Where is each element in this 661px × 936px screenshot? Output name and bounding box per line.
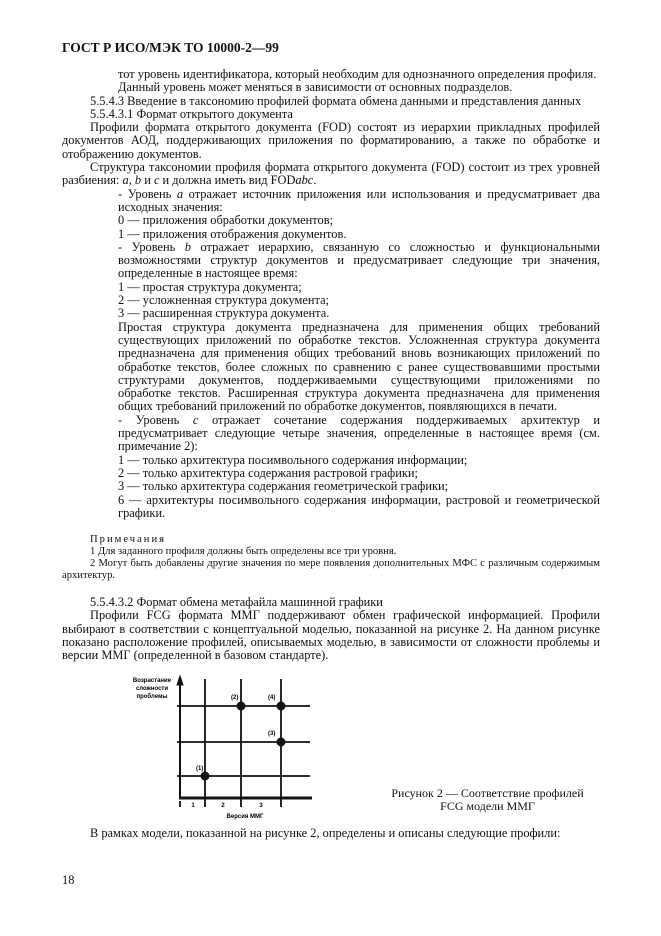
profile-point bbox=[277, 701, 286, 710]
profile-point bbox=[277, 737, 286, 746]
text-run: - Уровень bbox=[118, 239, 185, 254]
text-run: . bbox=[313, 173, 317, 188]
list-item: 3 — только архитектура содержания геометрической графики; bbox=[118, 479, 449, 494]
text-run: Структура таксономии профиля формата открытого документа (FOD) состоит из трех уровней разбиения: bbox=[62, 160, 600, 188]
list-item: 0 — приложения обработки документов; bbox=[118, 213, 334, 228]
page-number: 18 bbox=[62, 872, 75, 887]
text-run: - Уровень bbox=[118, 186, 177, 201]
paragraph: тот уровень идентификатора, который необходим для однозначного определения профиля. bbox=[118, 67, 597, 81]
text-run: и должна иметь вид FOD bbox=[159, 173, 296, 188]
text-run: отражает источник приложения или использования и предусматривает два исходных значения: bbox=[118, 186, 600, 214]
paragraph: Профили формата открытого документа (FOD) состоят из иерархии прикладных профилей документов АОД, поддерживающих приложения по форматированию, а также по обработке и отображению документов. bbox=[62, 120, 600, 161]
list-item: 3 — расширенная структура документа. bbox=[118, 306, 330, 321]
level-list bbox=[118, 188, 600, 520]
figure-caption: Рисунок 2 — Соответствие профилей FCG модели ММГ bbox=[391, 785, 584, 813]
section-heading: 5.5.4.3 Введение в таксономию профилей формата обмена данными и представления данных bbox=[90, 93, 582, 108]
point-label: (3) bbox=[268, 730, 276, 737]
point-label: (1) bbox=[196, 765, 204, 772]
list-item: 2 — только архитектура содержания растровой графики; bbox=[118, 465, 418, 480]
text-run: - Уровень bbox=[118, 412, 193, 427]
list-item: 6 — архитектуры посимвольного содержания информации, растровой и геометрической графики. bbox=[118, 492, 600, 520]
note: 1 Для заданного профиля должны быть определены все три уровня. bbox=[90, 546, 397, 558]
italic-run: c bbox=[153, 173, 160, 188]
list-item: 2 — усложненная структура документа; bbox=[118, 293, 330, 308]
italic-run: abc bbox=[295, 173, 314, 188]
list-item: 1 — только архитектура посимвольного содержания информации; bbox=[118, 452, 468, 467]
text-run: отражает иерархию, связанную со сложностью и функциональными возможностями структур документов и предусматривает следующие три значения, определенные в настоящее время: bbox=[118, 239, 600, 281]
paragraph: Профили FCG формата ММГ поддерживают обмен графической информацией. Профили выбирают в соответствии с концептуальной моделью, показанной на рисунке 2. На данном рисунке показано расположение профилей, описываемых моделью, в зависимости от сложности проблемы и версии ММГ (определенной в базовом стандарте). bbox=[62, 608, 600, 663]
x-tick-label: 3 bbox=[259, 802, 263, 809]
point-label: (4) bbox=[268, 694, 276, 701]
document-body bbox=[62, 68, 600, 887]
level-c bbox=[118, 414, 600, 454]
figure-2-diagram bbox=[130, 671, 330, 821]
y-axis-arrow bbox=[177, 676, 183, 685]
y-axis-label: Возрастание bbox=[132, 677, 172, 684]
paragraph: Простая структура документа предназначена для применения общих требований существующих приложений по обработке текстов. Усложненная структура документа предназначена для применения общих требований вновь возникающих приложений по обработке текстов, более сложных по сравнению с ранее существовавшими простыми структурами документов, поддерживаемыми существующими приложениями по обработке текстов. Расширенная структура документа предназначена для применения общих требований приложений по обработке документов, появляющихся в печати. bbox=[118, 319, 600, 414]
y-axis-label: сложности bbox=[135, 685, 169, 692]
text-run: и bbox=[141, 173, 154, 188]
profile-point bbox=[237, 701, 246, 710]
italic-run: a, b bbox=[122, 173, 142, 188]
italic-run: b bbox=[184, 239, 191, 254]
grid bbox=[177, 676, 312, 807]
figure-2 bbox=[62, 671, 600, 821]
notes-title: Примечания bbox=[90, 534, 166, 546]
section-heading: 5.5.4.3.1 Формат открытого документа bbox=[90, 106, 293, 121]
list-item: 1 — приложения отображения документов. bbox=[118, 226, 347, 241]
profile-point bbox=[201, 771, 210, 780]
x-tick-label: 1 bbox=[191, 802, 195, 809]
paragraph bbox=[62, 161, 600, 188]
section-heading: 5.5.4.3.2 Формат обмена метафайла машинной графики bbox=[90, 595, 383, 610]
italic-run: a bbox=[176, 186, 184, 201]
text-run: отражает сочетание содержания поддерживаемых архитектур и предусматривает следующие четыре значения, определенные в настоящее время (см. примечание 2): bbox=[118, 412, 600, 454]
notes bbox=[62, 534, 600, 582]
list-item: 1 — простая структура документа; bbox=[118, 279, 302, 294]
italic-run: c bbox=[192, 412, 199, 427]
level-b bbox=[118, 241, 600, 281]
note: 2 Могут быть добавлены другие значения по мере появления дополнительных МФС с различным содержимым архитектур. bbox=[62, 558, 600, 582]
paragraph: В рамках модели, показанной на рисунке 2, определены и описаны следующие профили: bbox=[90, 825, 561, 840]
x-axis-label: Версия ММГ bbox=[226, 813, 264, 820]
document-header: ГОСТ Р ИСО/МЭК ТО 10000-2—99 bbox=[62, 40, 279, 55]
paragraph: Данный уровень может меняться в зависимости от основных подразделов. bbox=[118, 80, 513, 95]
point-label: (2) bbox=[231, 694, 239, 701]
level-a bbox=[118, 188, 600, 215]
x-tick-label: 2 bbox=[221, 802, 225, 809]
y-axis-label: проблемы bbox=[136, 693, 168, 700]
